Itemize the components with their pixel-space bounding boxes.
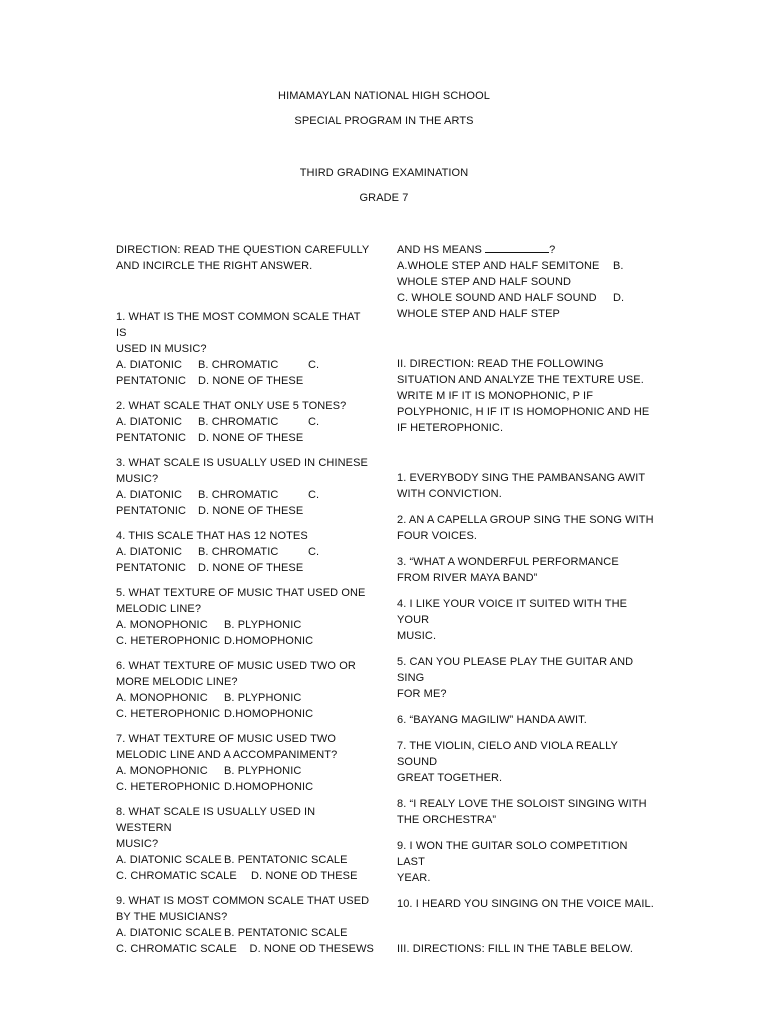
situation-text: FROM RIVER MAYA BAND”: [397, 572, 538, 584]
question-stem: 4. THIS SCALE THAT HAS 12 NOTES: [116, 530, 308, 542]
choice-row: [116, 487, 374, 503]
question-item: [116, 398, 374, 446]
situation-text: 6. “BAYANG MAGILIW” HANDA AWIT.: [397, 714, 587, 726]
choice-b-label[interactable]: B.: [613, 260, 624, 272]
situation-text: 9. I WON THE GUITAR SOLO COMPETITION LAST: [397, 840, 628, 868]
choice-b[interactable]: B. CHROMATIC: [198, 546, 279, 558]
situation-text: 2. AN A CAPELLA GROUP SING THE SONG WITH: [397, 514, 654, 526]
direction-line: DIRECTION: READ THE QUESTION CAREFULLY: [116, 244, 370, 256]
question-item: [116, 658, 374, 722]
question-item: [116, 309, 374, 389]
question-stem: MELODIC LINE?: [116, 603, 202, 615]
choice-row: [116, 763, 374, 779]
question-stem: MUSIC?: [116, 473, 159, 485]
choice-a[interactable]: A. DIATONIC: [116, 546, 183, 558]
choice-a[interactable]: A.WHOLE STEP AND HALF SEMITONE: [397, 260, 600, 272]
choice-c[interactable]: C.: [308, 416, 320, 428]
choice-row: [116, 925, 374, 941]
situation-text: 7. THE VIOLIN, CIELO AND VIOLA REALLY SOUND: [397, 740, 618, 768]
choice-c[interactable]: C. HETEROPHONIC: [116, 708, 221, 720]
question-item: [116, 893, 374, 957]
question-stem: MORE MELODIC LINE?: [116, 676, 238, 688]
situation-text: 3. “WHAT A WONDERFUL PERFORMANCE: [397, 556, 619, 568]
question-stem: MELODIC LINE AND A ACCOMPANIMENT?: [116, 749, 338, 761]
section2-direction: SITUATION AND ANALYZE THE TEXTURE USE.: [397, 374, 644, 386]
choice-c[interactable]: C.: [308, 546, 320, 558]
choice-d[interactable]: D.HOMOPHONIC: [224, 781, 314, 793]
choice-c[interactable]: C.: [308, 489, 320, 501]
situation-text: MUSIC.: [397, 630, 437, 642]
choice-d[interactable]: D. NONE OF THESE: [198, 505, 304, 517]
choice-row: [397, 290, 655, 306]
choice-c-text[interactable]: PENTATONIC: [116, 505, 187, 517]
choice-c-text[interactable]: PENTATONIC: [116, 432, 187, 444]
section3-direction: III. DIRECTIONS: FILL IN THE TABLE BELOW.: [397, 943, 633, 955]
question-item: [116, 804, 374, 884]
question-item: [116, 455, 374, 519]
question-stem: 1. WHAT IS THE MOST COMMON SCALE THAT IS: [116, 311, 361, 339]
question-stem: 8. WHAT SCALE IS USUALLY USED IN WESTERN: [116, 806, 316, 834]
situation-text: THE ORCHESTRA”: [397, 814, 497, 826]
choice-a[interactable]: A. DIATONIC: [116, 359, 183, 371]
question-stem: MUSIC?: [116, 838, 159, 850]
question-stem: BY THE MUSICIANS?: [116, 911, 228, 923]
school-name: HIMAMAYLAN NATIONAL HIGH SCHOOL: [278, 90, 490, 102]
question-stem: 9. WHAT IS MOST COMMON SCALE THAT USED: [116, 895, 370, 907]
choice-row: [116, 779, 374, 795]
right-column: [397, 242, 655, 957]
choice-row: [116, 868, 374, 884]
choice-d[interactable]: D. NONE OF THESE: [198, 375, 304, 387]
section2-direction: POLYPHONIC, H IF IT IS HOMOPHONIC AND HE: [397, 406, 650, 418]
choice-row: [116, 633, 374, 649]
choice-row: [116, 941, 374, 957]
choice-row: [116, 617, 374, 633]
choice-b[interactable]: B. CHROMATIC: [198, 489, 279, 501]
question-stem: 6. WHAT TEXTURE OF MUSIC USED TWO OR: [116, 660, 356, 672]
choice-row: [116, 690, 374, 706]
choice-d[interactable]: D.HOMOPHONIC: [224, 635, 314, 647]
choice-row: [116, 503, 374, 519]
situation-text: 1. EVERYBODY SING THE PAMBANSANG AWIT: [397, 472, 646, 484]
question-mark: ?: [549, 244, 556, 256]
situation-item: [397, 738, 655, 786]
situation-item: [397, 554, 655, 586]
choice-b[interactable]: B. PLYPHONIC: [224, 619, 302, 631]
choice-row: [116, 706, 374, 722]
situation-item: [397, 470, 655, 502]
choice-a[interactable]: A. MONOPHONIC: [116, 692, 208, 704]
situation-item: [397, 512, 655, 544]
program-name: SPECIAL PROGRAM IN THE ARTS: [294, 115, 474, 127]
choice-b[interactable]: B. PLYPHONIC: [224, 765, 302, 777]
choice-c[interactable]: C.: [308, 359, 320, 371]
situation-text: WITH CONVICTION.: [397, 488, 502, 500]
question-item: [116, 528, 374, 576]
answer-blank: [485, 242, 549, 253]
choice-c-text[interactable]: PENTATONIC: [116, 562, 187, 574]
exam-title: THIRD GRADING EXAMINATION: [299, 167, 469, 179]
question-item: [116, 731, 374, 795]
choice-row: [116, 430, 374, 446]
choice-a[interactable]: A. MONOPHONIC: [116, 765, 208, 777]
situation-item: [397, 596, 655, 644]
choice-row: [116, 560, 374, 576]
choice-b[interactable]: B. PENTATONIC SCALE: [224, 927, 348, 939]
situation-item: [397, 838, 655, 886]
situation-item: [397, 654, 655, 702]
situation-text: 5. CAN YOU PLEASE PLAY THE GUITAR AND SING: [397, 656, 634, 684]
situation-text: 10. I HEARD YOU SINGING ON THE VOICE MAIL.: [397, 898, 654, 910]
question-item: [116, 585, 374, 649]
situation-text: 8. “I REALY LOVE THE SOLOIST SINGING WITH: [397, 798, 647, 810]
direction-line: AND INCIRCLE THE RIGHT ANSWER.: [116, 260, 313, 272]
left-column: [116, 242, 374, 966]
situation-text: GREAT TOGETHER.: [397, 772, 503, 784]
situation-text: FOR ME?: [397, 688, 447, 700]
choice-row: [116, 373, 374, 389]
choice-b[interactable]: B. PLYPHONIC: [224, 692, 302, 704]
situation-item: [397, 896, 655, 912]
question-stem: 7. WHAT TEXTURE OF MUSIC USED TWO: [116, 733, 337, 745]
continued-question-line: [397, 242, 655, 258]
choice-b-text[interactable]: WHOLE STEP AND HALF SOUND: [397, 276, 572, 288]
choice-row: [116, 357, 374, 373]
situation-text: 4. I LIKE YOUR VOICE IT SUITED WITH THE YOUR: [397, 598, 628, 626]
choice-c[interactable]: C. HETEROPHONIC: [116, 635, 221, 647]
choice-a[interactable]: A. DIATONIC: [116, 489, 183, 501]
choice-b[interactable]: B. CHROMATIC: [198, 359, 279, 371]
question-list: [116, 309, 374, 957]
choice-c[interactable]: C. CHROMATIC SCALE: [116, 943, 237, 955]
choice-a[interactable]: A. MONOPHONIC: [116, 619, 208, 631]
choice-c[interactable]: C. WHOLE SOUND AND HALF SOUND: [397, 292, 597, 304]
question-stem: 5. WHAT TEXTURE OF MUSIC THAT USED ONE: [116, 587, 366, 599]
choice-c-text[interactable]: PENTATONIC: [116, 375, 187, 387]
choice-d-text[interactable]: WHOLE STEP AND HALF STEP: [397, 308, 560, 320]
choice-a[interactable]: A. DIATONIC: [116, 416, 183, 428]
choice-row: [116, 414, 374, 430]
section2-direction: II. DIRECTION: READ THE FOLLOWING: [397, 358, 604, 370]
choice-d[interactable]: D. NONE OF THESE: [198, 562, 304, 574]
situation-item: [397, 796, 655, 828]
question-stem: USED IN MUSIC?: [116, 343, 207, 355]
situation-item: [397, 712, 655, 728]
section2-direction: IF HETEROPHONIC.: [397, 422, 504, 434]
choice-a[interactable]: A. DIATONIC SCALE: [116, 854, 222, 866]
choice-d[interactable]: D.HOMOPHONIC: [224, 708, 314, 720]
choice-row: [397, 258, 655, 274]
choice-b[interactable]: B. CHROMATIC: [198, 416, 279, 428]
grade-level: GRADE 7: [359, 192, 409, 204]
question-stem: 2. WHAT SCALE THAT ONLY USE 5 TONES?: [116, 400, 347, 412]
choice-b[interactable]: B. PENTATONIC SCALE: [224, 854, 348, 866]
choice-d[interactable]: D. NONE OD THESEWS: [249, 943, 374, 955]
question-stem: 3. WHAT SCALE IS USUALLY USED IN CHINESE: [116, 457, 368, 469]
continued-question-text: AND HS MEANS: [397, 244, 482, 256]
choice-d[interactable]: D. NONE OD THESE: [251, 870, 358, 882]
choice-row: [116, 852, 374, 868]
choice-a[interactable]: A. DIATONIC SCALE: [116, 927, 222, 939]
section2-direction: WRITE M IF IT IS MONOPHONIC, P IF: [397, 390, 594, 402]
choice-row: [116, 544, 374, 560]
situation-text: FOUR VOICES.: [397, 530, 478, 542]
choice-c[interactable]: C. HETEROPHONIC: [116, 781, 221, 793]
choice-d[interactable]: D. NONE OF THESE: [198, 432, 304, 444]
choice-c[interactable]: C. CHROMATIC SCALE: [116, 870, 237, 882]
situation-text: YEAR.: [397, 872, 431, 884]
choice-d-label[interactable]: D.: [613, 292, 625, 304]
situation-list: [397, 470, 655, 912]
